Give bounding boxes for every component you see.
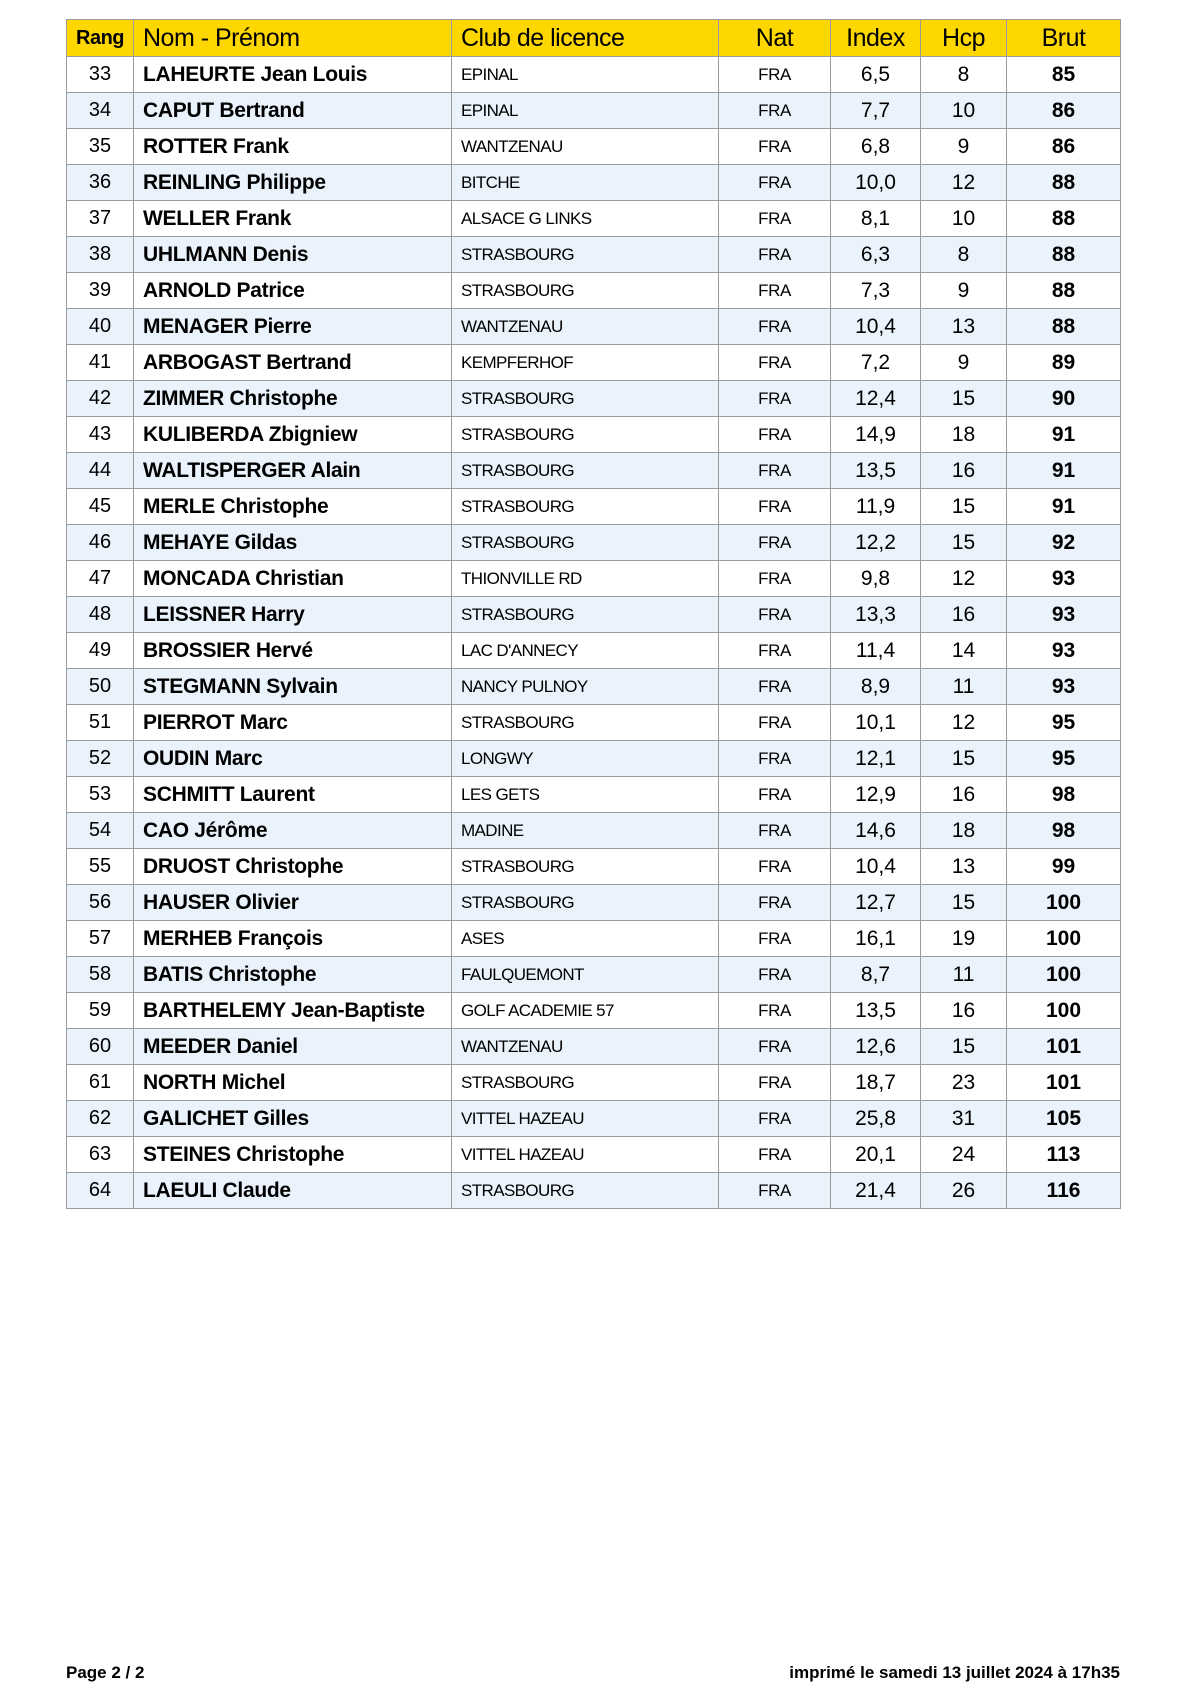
handicap-cell: 15	[921, 525, 1007, 561]
player-name-cell: CAO Jérôme	[134, 813, 452, 849]
club-cell: VITTEL HAZEAU	[452, 1137, 719, 1173]
handicap-cell: 16	[921, 453, 1007, 489]
index-cell: 6,5	[831, 57, 921, 93]
rank-cell: 44	[67, 453, 134, 489]
table-row	[67, 57, 1121, 93]
index-cell: 9,8	[831, 561, 921, 597]
club-cell: STRASBOURG	[452, 381, 719, 417]
nationality-cell: FRA	[719, 705, 831, 741]
gross-score-cell: 105	[1007, 1101, 1121, 1137]
player-name-cell: MEEDER Daniel	[134, 1029, 452, 1065]
table-row	[67, 165, 1121, 201]
nationality-cell: FRA	[719, 165, 831, 201]
nationality-cell: FRA	[719, 741, 831, 777]
player-name-cell: MONCADA Christian	[134, 561, 452, 597]
nationality-cell: FRA	[719, 1101, 831, 1137]
club-cell: FAULQUEMONT	[452, 957, 719, 993]
index-cell: 10,1	[831, 705, 921, 741]
index-cell: 12,7	[831, 885, 921, 921]
gross-score-cell: 86	[1007, 93, 1121, 129]
gross-score-cell: 100	[1007, 921, 1121, 957]
handicap-cell: 12	[921, 705, 1007, 741]
club-cell: ASES	[452, 921, 719, 957]
index-cell: 7,7	[831, 93, 921, 129]
player-name-cell: MEHAYE Gildas	[134, 525, 452, 561]
table-header-row	[67, 20, 1121, 57]
gross-score-cell: 91	[1007, 489, 1121, 525]
nationality-cell: FRA	[719, 345, 831, 381]
player-name-cell: ROTTER Frank	[134, 129, 452, 165]
handicap-cell: 15	[921, 381, 1007, 417]
player-name-cell: OUDIN Marc	[134, 741, 452, 777]
player-name-cell: CAPUT Bertrand	[134, 93, 452, 129]
handicap-cell: 8	[921, 57, 1007, 93]
handicap-cell: 16	[921, 777, 1007, 813]
player-name-cell: KULIBERDA Zbigniew	[134, 417, 452, 453]
gross-score-cell: 95	[1007, 741, 1121, 777]
gross-score-cell: 95	[1007, 705, 1121, 741]
index-cell: 10,4	[831, 849, 921, 885]
handicap-cell: 13	[921, 849, 1007, 885]
player-name-cell: SCHMITT Laurent	[134, 777, 452, 813]
table-row	[67, 309, 1121, 345]
gross-score-cell: 98	[1007, 813, 1121, 849]
handicap-cell: 15	[921, 885, 1007, 921]
nationality-cell: FRA	[719, 597, 831, 633]
rank-cell: 33	[67, 57, 134, 93]
rank-cell: 41	[67, 345, 134, 381]
rank-cell: 62	[67, 1101, 134, 1137]
table-row	[67, 885, 1121, 921]
player-name-cell: UHLMANN Denis	[134, 237, 452, 273]
nationality-cell: FRA	[719, 1029, 831, 1065]
rank-cell: 43	[67, 417, 134, 453]
table-row	[67, 381, 1121, 417]
club-cell: LAC D'ANNECY	[452, 633, 719, 669]
header-hcp: Hcp	[921, 20, 1007, 57]
player-name-cell: ZIMMER Christophe	[134, 381, 452, 417]
club-cell: GOLF ACADEMIE 57	[452, 993, 719, 1029]
nationality-cell: FRA	[719, 813, 831, 849]
table-row	[67, 813, 1121, 849]
table-row	[67, 1065, 1121, 1101]
nationality-cell: FRA	[719, 669, 831, 705]
rank-cell: 46	[67, 525, 134, 561]
index-cell: 13,5	[831, 453, 921, 489]
club-cell: LES GETS	[452, 777, 719, 813]
rank-cell: 54	[67, 813, 134, 849]
handicap-cell: 15	[921, 741, 1007, 777]
gross-score-cell: 88	[1007, 165, 1121, 201]
club-cell: VITTEL HAZEAU	[452, 1101, 719, 1137]
gross-score-cell: 92	[1007, 525, 1121, 561]
nationality-cell: FRA	[719, 777, 831, 813]
gross-score-cell: 98	[1007, 777, 1121, 813]
nationality-cell: FRA	[719, 525, 831, 561]
player-name-cell: STEINES Christophe	[134, 1137, 452, 1173]
rank-cell: 39	[67, 273, 134, 309]
handicap-cell: 9	[921, 345, 1007, 381]
handicap-cell: 19	[921, 921, 1007, 957]
handicap-cell: 24	[921, 1137, 1007, 1173]
table-row	[67, 1137, 1121, 1173]
results-body	[67, 57, 1121, 1209]
player-name-cell: WELLER Frank	[134, 201, 452, 237]
handicap-cell: 18	[921, 417, 1007, 453]
index-cell: 6,3	[831, 237, 921, 273]
player-name-cell: WALTISPERGER Alain	[134, 453, 452, 489]
index-cell: 10,0	[831, 165, 921, 201]
table-row	[67, 273, 1121, 309]
gross-score-cell: 88	[1007, 273, 1121, 309]
index-cell: 7,2	[831, 345, 921, 381]
table-row	[67, 597, 1121, 633]
table-row	[67, 525, 1121, 561]
gross-score-cell: 116	[1007, 1173, 1121, 1209]
player-name-cell: LEISSNER Harry	[134, 597, 452, 633]
table-row	[67, 93, 1121, 129]
index-cell: 18,7	[831, 1065, 921, 1101]
rank-cell: 57	[67, 921, 134, 957]
print-date: imprimé le samedi 13 juillet 2024 à 17h35	[789, 1663, 1120, 1682]
results-table	[66, 19, 1121, 1209]
table-row	[67, 1101, 1121, 1137]
club-cell: STRASBOURG	[452, 273, 719, 309]
index-cell: 11,4	[831, 633, 921, 669]
handicap-cell: 15	[921, 489, 1007, 525]
club-cell: STRASBOURG	[452, 597, 719, 633]
rank-cell: 55	[67, 849, 134, 885]
player-name-cell: HAUSER Olivier	[134, 885, 452, 921]
nationality-cell: FRA	[719, 849, 831, 885]
handicap-cell: 23	[921, 1065, 1007, 1101]
index-cell: 8,7	[831, 957, 921, 993]
table-row	[67, 561, 1121, 597]
page-number: Page 2 / 2	[66, 1663, 145, 1682]
gross-score-cell: 100	[1007, 993, 1121, 1029]
index-cell: 12,6	[831, 1029, 921, 1065]
club-cell: EPINAL	[452, 57, 719, 93]
index-cell: 13,5	[831, 993, 921, 1029]
index-cell: 16,1	[831, 921, 921, 957]
player-name-cell: PIERROT Marc	[134, 705, 452, 741]
table-row	[67, 201, 1121, 237]
gross-score-cell: 93	[1007, 597, 1121, 633]
handicap-cell: 16	[921, 993, 1007, 1029]
rank-cell: 64	[67, 1173, 134, 1209]
handicap-cell: 16	[921, 597, 1007, 633]
player-name-cell: BROSSIER Hervé	[134, 633, 452, 669]
gross-score-cell: 93	[1007, 669, 1121, 705]
gross-score-cell: 101	[1007, 1065, 1121, 1101]
nationality-cell: FRA	[719, 57, 831, 93]
index-cell: 14,9	[831, 417, 921, 453]
handicap-cell: 31	[921, 1101, 1007, 1137]
rank-cell: 40	[67, 309, 134, 345]
player-name-cell: MENAGER Pierre	[134, 309, 452, 345]
player-name-cell: LAHEURTE Jean Louis	[134, 57, 452, 93]
rank-cell: 42	[67, 381, 134, 417]
rank-cell: 35	[67, 129, 134, 165]
table-row	[67, 1029, 1121, 1065]
gross-score-cell: 93	[1007, 561, 1121, 597]
index-cell: 25,8	[831, 1101, 921, 1137]
index-cell: 12,2	[831, 525, 921, 561]
index-cell: 8,9	[831, 669, 921, 705]
gross-score-cell: 113	[1007, 1137, 1121, 1173]
gross-score-cell: 90	[1007, 381, 1121, 417]
table-row	[67, 993, 1121, 1029]
nationality-cell: FRA	[719, 489, 831, 525]
player-name-cell: MERLE Christophe	[134, 489, 452, 525]
table-row	[67, 453, 1121, 489]
club-cell: EPINAL	[452, 93, 719, 129]
rank-cell: 37	[67, 201, 134, 237]
table-row	[67, 1173, 1121, 1209]
rank-cell: 48	[67, 597, 134, 633]
nationality-cell: FRA	[719, 921, 831, 957]
table-row	[67, 417, 1121, 453]
player-name-cell: REINLING Philippe	[134, 165, 452, 201]
rank-cell: 50	[67, 669, 134, 705]
nationality-cell: FRA	[719, 957, 831, 993]
player-name-cell: GALICHET Gilles	[134, 1101, 452, 1137]
index-cell: 13,3	[831, 597, 921, 633]
handicap-cell: 10	[921, 201, 1007, 237]
rank-cell: 63	[67, 1137, 134, 1173]
table-row	[67, 921, 1121, 957]
nationality-cell: FRA	[719, 1137, 831, 1173]
club-cell: WANTZENAU	[452, 1029, 719, 1065]
player-name-cell: STEGMANN Sylvain	[134, 669, 452, 705]
nationality-cell: FRA	[719, 129, 831, 165]
nationality-cell: FRA	[719, 273, 831, 309]
index-cell: 11,9	[831, 489, 921, 525]
gross-score-cell: 86	[1007, 129, 1121, 165]
nationality-cell: FRA	[719, 993, 831, 1029]
table-row	[67, 669, 1121, 705]
gross-score-cell: 100	[1007, 885, 1121, 921]
club-cell: LONGWY	[452, 741, 719, 777]
nationality-cell: FRA	[719, 633, 831, 669]
player-name-cell: BARTHELEMY Jean-Baptiste	[134, 993, 452, 1029]
handicap-cell: 12	[921, 165, 1007, 201]
rank-cell: 38	[67, 237, 134, 273]
club-cell: WANTZENAU	[452, 309, 719, 345]
index-cell: 8,1	[831, 201, 921, 237]
index-cell: 12,4	[831, 381, 921, 417]
table-row	[67, 957, 1121, 993]
table-row	[67, 345, 1121, 381]
rank-cell: 47	[67, 561, 134, 597]
handicap-cell: 18	[921, 813, 1007, 849]
club-cell: STRASBOURG	[452, 417, 719, 453]
nationality-cell: FRA	[719, 1065, 831, 1101]
rank-cell: 58	[67, 957, 134, 993]
rank-cell: 59	[67, 993, 134, 1029]
header-club: Club de licence	[452, 20, 719, 57]
index-cell: 12,9	[831, 777, 921, 813]
club-cell: ALSACE G LINKS	[452, 201, 719, 237]
header-index: Index	[831, 20, 921, 57]
rank-cell: 34	[67, 93, 134, 129]
nationality-cell: FRA	[719, 1173, 831, 1209]
table-row	[67, 741, 1121, 777]
index-cell: 6,8	[831, 129, 921, 165]
handicap-cell: 9	[921, 129, 1007, 165]
gross-score-cell: 91	[1007, 417, 1121, 453]
header-name: Nom - Prénom	[134, 20, 452, 57]
handicap-cell: 13	[921, 309, 1007, 345]
club-cell: KEMPFERHOF	[452, 345, 719, 381]
player-name-cell: ARBOGAST Bertrand	[134, 345, 452, 381]
gross-score-cell: 91	[1007, 453, 1121, 489]
rank-cell: 53	[67, 777, 134, 813]
nationality-cell: FRA	[719, 381, 831, 417]
gross-score-cell: 88	[1007, 201, 1121, 237]
index-cell: 7,3	[831, 273, 921, 309]
handicap-cell: 8	[921, 237, 1007, 273]
gross-score-cell: 88	[1007, 237, 1121, 273]
gross-score-cell: 100	[1007, 957, 1121, 993]
nationality-cell: FRA	[719, 237, 831, 273]
club-cell: STRASBOURG	[452, 1065, 719, 1101]
table-row	[67, 705, 1121, 741]
rank-cell: 45	[67, 489, 134, 525]
handicap-cell: 9	[921, 273, 1007, 309]
rank-cell: 51	[67, 705, 134, 741]
nationality-cell: FRA	[719, 309, 831, 345]
rank-cell: 36	[67, 165, 134, 201]
table-row	[67, 237, 1121, 273]
gross-score-cell: 99	[1007, 849, 1121, 885]
table-row	[67, 849, 1121, 885]
table-row	[67, 489, 1121, 525]
club-cell: WANTZENAU	[452, 129, 719, 165]
nationality-cell: FRA	[719, 885, 831, 921]
club-cell: MADINE	[452, 813, 719, 849]
nationality-cell: FRA	[719, 93, 831, 129]
handicap-cell: 12	[921, 561, 1007, 597]
handicap-cell: 14	[921, 633, 1007, 669]
club-cell: BITCHE	[452, 165, 719, 201]
index-cell: 14,6	[831, 813, 921, 849]
nationality-cell: FRA	[719, 561, 831, 597]
table-row	[67, 633, 1121, 669]
club-cell: STRASBOURG	[452, 525, 719, 561]
club-cell: STRASBOURG	[452, 885, 719, 921]
handicap-cell: 11	[921, 957, 1007, 993]
club-cell: STRASBOURG	[452, 453, 719, 489]
gross-score-cell: 89	[1007, 345, 1121, 381]
header-brut: Brut	[1007, 20, 1121, 57]
rank-cell: 49	[67, 633, 134, 669]
club-cell: STRASBOURG	[452, 705, 719, 741]
club-cell: NANCY PULNOY	[452, 669, 719, 705]
handicap-cell: 11	[921, 669, 1007, 705]
handicap-cell: 10	[921, 93, 1007, 129]
player-name-cell: BATIS Christophe	[134, 957, 452, 993]
index-cell: 12,1	[831, 741, 921, 777]
club-cell: STRASBOURG	[452, 1173, 719, 1209]
player-name-cell: NORTH Michel	[134, 1065, 452, 1101]
rank-cell: 61	[67, 1065, 134, 1101]
nationality-cell: FRA	[719, 201, 831, 237]
table-row	[67, 777, 1121, 813]
index-cell: 21,4	[831, 1173, 921, 1209]
club-cell: STRASBOURG	[452, 489, 719, 525]
club-cell: STRASBOURG	[452, 237, 719, 273]
player-name-cell: MERHEB François	[134, 921, 452, 957]
table-row	[67, 129, 1121, 165]
club-cell: STRASBOURG	[452, 849, 719, 885]
player-name-cell: LAEULI Claude	[134, 1173, 452, 1209]
rank-cell: 56	[67, 885, 134, 921]
handicap-cell: 26	[921, 1173, 1007, 1209]
nationality-cell: FRA	[719, 417, 831, 453]
index-cell: 10,4	[831, 309, 921, 345]
gross-score-cell: 101	[1007, 1029, 1121, 1065]
rank-cell: 60	[67, 1029, 134, 1065]
rank-cell: 52	[67, 741, 134, 777]
club-cell: THIONVILLE RD	[452, 561, 719, 597]
gross-score-cell: 85	[1007, 57, 1121, 93]
header-nat: Nat	[719, 20, 831, 57]
player-name-cell: DRUOST Christophe	[134, 849, 452, 885]
gross-score-cell: 93	[1007, 633, 1121, 669]
player-name-cell: ARNOLD Patrice	[134, 273, 452, 309]
index-cell: 20,1	[831, 1137, 921, 1173]
header-rank: Rang	[67, 20, 134, 57]
nationality-cell: FRA	[719, 453, 831, 489]
gross-score-cell: 88	[1007, 309, 1121, 345]
handicap-cell: 15	[921, 1029, 1007, 1065]
